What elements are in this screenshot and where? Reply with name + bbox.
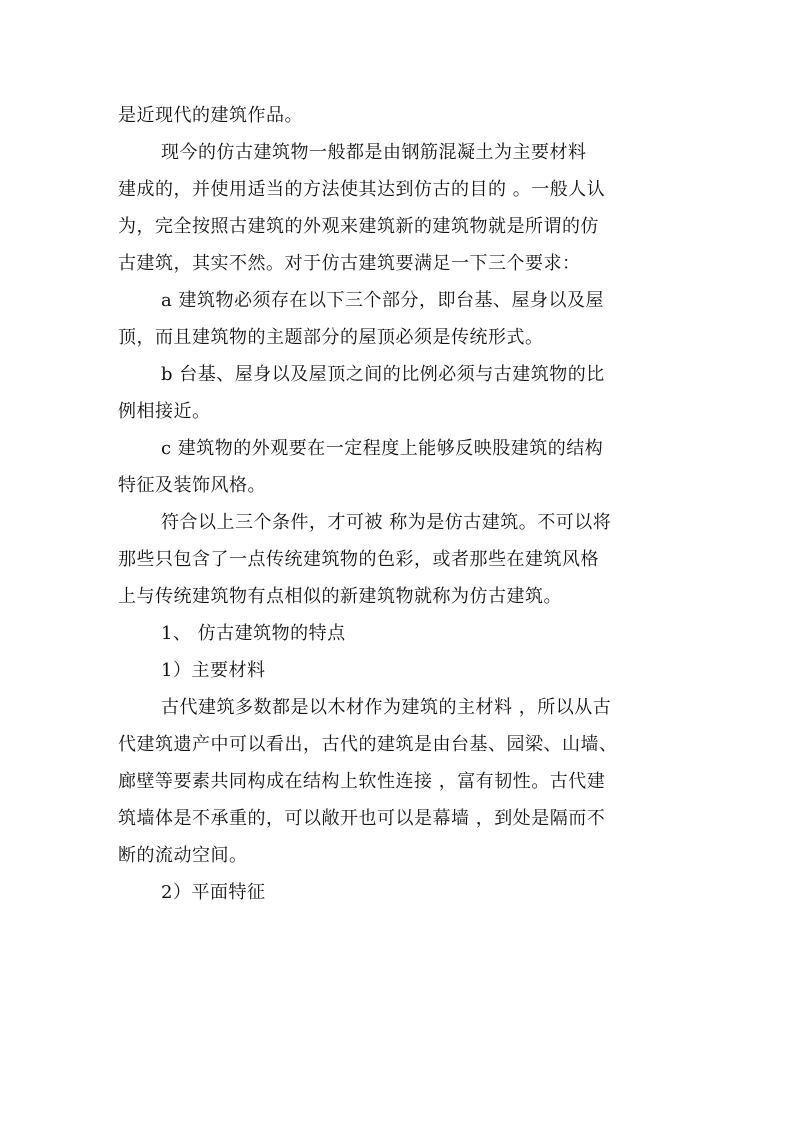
paragraph-start-line: 符合以上三个条件，才可被 称为是仿古建筑。不可以将: [161, 512, 612, 533]
list-item-a-line: a 建筑物必须存在以下三个部分，即台基、屋身以及屋: [161, 290, 604, 311]
text-line: 代建筑遗产中可以看出，古代的建筑是由台基、园梁、山墙、: [118, 734, 618, 755]
text-line: 上与传统建筑物有点相似的新建筑物就称为仿古建筑。: [118, 586, 562, 607]
list-item-c-line: c 建筑物的外观要在一定程度上能够反映股建筑的结构: [161, 438, 604, 459]
text-line: 例相接近。: [118, 401, 211, 422]
text-line: 是近现代的建筑作品。: [118, 105, 303, 126]
subsection-heading: 2）平面特征: [161, 882, 266, 903]
text-line: 特征及装饰风格。: [118, 475, 266, 496]
body-text: [118, 97, 678, 911]
text-line: 为，完全按照古建筑的外观来建筑新的建筑物就是所谓的仿: [118, 216, 599, 237]
text-line: 古建筑，其实不然。对于仿古建筑要满足一下三个要求：: [118, 253, 581, 274]
subsection-heading: 1）主要材料: [161, 660, 266, 681]
text-line: 廊壁等要素共同构成在结构上软性连接 ，富有韧性。古代建: [118, 771, 606, 792]
list-item-b-line: b 台基、屋身以及屋顶之间的比例必须与古建筑物的比: [161, 364, 605, 385]
paragraph-start-line: 古代建筑多数都是以木材作为建筑的主材料 ，所以从古: [161, 697, 612, 718]
text-line: 筑墙体是不承重的，可以敞开也可以是幕墙 ，到处是隔而不: [118, 808, 606, 829]
paragraph-start-line: 现今的仿古建筑物一般都是由钢筋混凝土为主要材料: [161, 142, 587, 163]
text-line: 断的流动空间。: [118, 845, 248, 866]
text-line: 那些只包含了一点传统建筑物的色彩，或者那些在建筑风格: [118, 549, 599, 570]
section-heading: 1、 仿古建筑物的特点: [161, 623, 346, 644]
text-line: 建成的，并使用适当的方法使其达到仿古的目的 。一般人认: [118, 179, 606, 200]
text-line: 顶，而且建筑物的主题部分的屋顶必须是传统形式。: [118, 327, 544, 348]
